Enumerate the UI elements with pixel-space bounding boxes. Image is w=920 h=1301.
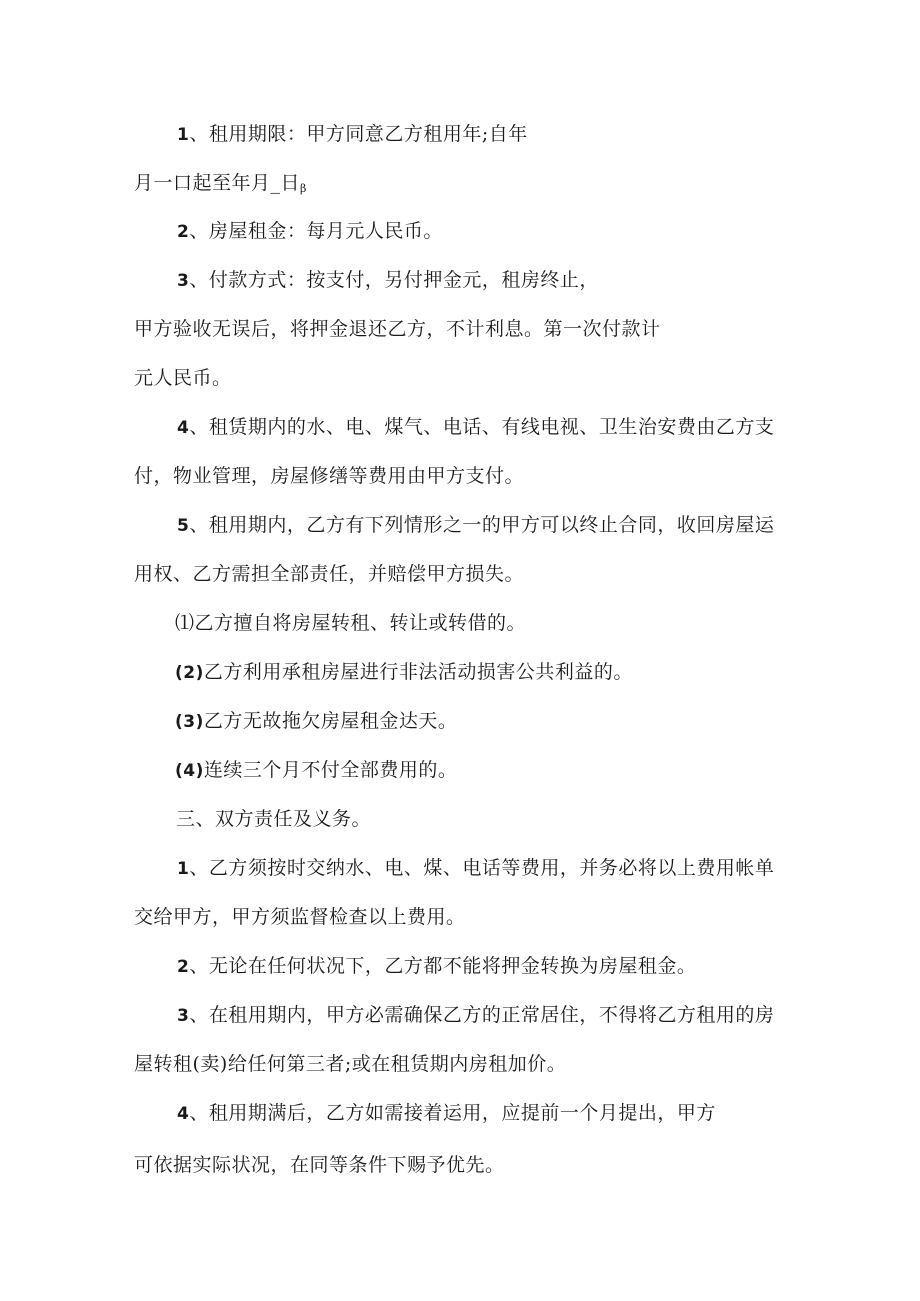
clause-3-payment-continued xyxy=(134,317,661,341)
clause-4-fees-continued xyxy=(134,464,524,488)
clause-2-rent xyxy=(177,219,443,244)
duty-2 xyxy=(177,954,696,979)
clause-text: 、租赁期内的水、电、煤气、电话、有线电视、卫生治安费由乙方支 xyxy=(189,416,775,438)
clause-number: 1 xyxy=(177,125,190,145)
sub-item-3 xyxy=(175,709,457,734)
clause-text: 甲方验收无误后，将押金退还乙方，不计利息。第一次付款计 xyxy=(134,318,661,340)
clause-text: 、租用期内，乙方有下列情形之一的甲方可以终止合同，收回房屋运 xyxy=(189,514,775,536)
clause-text: 交给甲方，甲方须监督检查以上费用。 xyxy=(134,906,466,928)
clause-5-termination-continued xyxy=(134,562,524,586)
clause-text: 、在租用期内，甲方必需确保乙方的正常居住，不得将乙方租用的房 xyxy=(189,1004,775,1026)
clause-number: (3) xyxy=(175,712,204,732)
clause-text: 屋转租(卖)给任何第三者;或在租赁期内房租加价。 xyxy=(134,1053,567,1075)
clause-4-fees xyxy=(177,415,774,440)
sub-item-1 xyxy=(175,611,526,635)
clause-text: 元人民币。 xyxy=(134,367,232,389)
clause-3-payment xyxy=(177,268,599,293)
duty-3-continued xyxy=(134,1052,566,1076)
clause-number: 2 xyxy=(177,222,190,242)
stray-glyph: β xyxy=(300,182,307,195)
clause-text: 乙方利用承租房屋进行非法活动损害公共利益的。 xyxy=(203,661,633,683)
clause-number: 4 xyxy=(177,418,190,438)
clause-1-term xyxy=(177,122,528,147)
duty-4-continued xyxy=(134,1153,505,1177)
clause-text: 、房屋租金：每月元人民币。 xyxy=(189,220,443,242)
clause-text: 、乙方须按时交纳水、电、煤、电话等费用，并务必将以上费用帐单 xyxy=(189,857,775,879)
clause-number: (4) xyxy=(175,761,204,781)
sub-item-2 xyxy=(175,660,633,685)
clause-5-termination xyxy=(177,513,774,538)
clause-text: 连续三个月不付全部费用的。 xyxy=(203,759,458,781)
clause-text: ⑴乙方擅自将房屋转租、转让或转借的。 xyxy=(175,612,527,634)
clause-number: 3 xyxy=(177,1006,190,1026)
clause-text: 、租用期限：甲方同意乙方租用年;自年 xyxy=(189,123,528,145)
clause-text: 、租用期满后，乙方如需接着运用，应提前一个月提出，甲方 xyxy=(189,1102,716,1124)
clause-3-payment-continued-2 xyxy=(134,366,232,390)
clause-number: 1 xyxy=(177,859,190,879)
duty-4 xyxy=(177,1101,716,1126)
clause-number: 3 xyxy=(177,271,190,291)
clause-text: 可依据实际状况，在同等条件下赐予优先。 xyxy=(134,1154,505,1176)
duty-1 xyxy=(177,856,774,881)
clause-text: 乙方无故拖欠房屋租金达天。 xyxy=(203,710,458,732)
clause-text: 用权、乙方需担全部责任，并赔偿甲方损失。 xyxy=(134,563,525,585)
duty-3 xyxy=(177,1003,774,1028)
clause-number: 5 xyxy=(177,516,190,536)
sub-item-4 xyxy=(175,758,457,783)
section-heading: 三、双方责任及义务。 xyxy=(176,808,372,830)
clause-number: 4 xyxy=(177,1104,190,1124)
clause-text: 、无论在任何状况下，乙方都不能将押金转换为房屋租金。 xyxy=(189,955,697,977)
clause-number: 2 xyxy=(177,957,190,977)
section-heading-responsibilities xyxy=(176,807,371,831)
clause-text: 付，物业管理，房屋修缮等费用由甲方支付。 xyxy=(134,465,525,487)
clause-text: 月一口起至年月_日 xyxy=(134,172,301,194)
clause-1-term-continued xyxy=(134,171,307,201)
clause-number: (2) xyxy=(175,663,204,683)
duty-1-continued xyxy=(134,905,466,929)
clause-text: 、付款方式：按支付，另付押金元，租房终止， xyxy=(189,269,599,291)
